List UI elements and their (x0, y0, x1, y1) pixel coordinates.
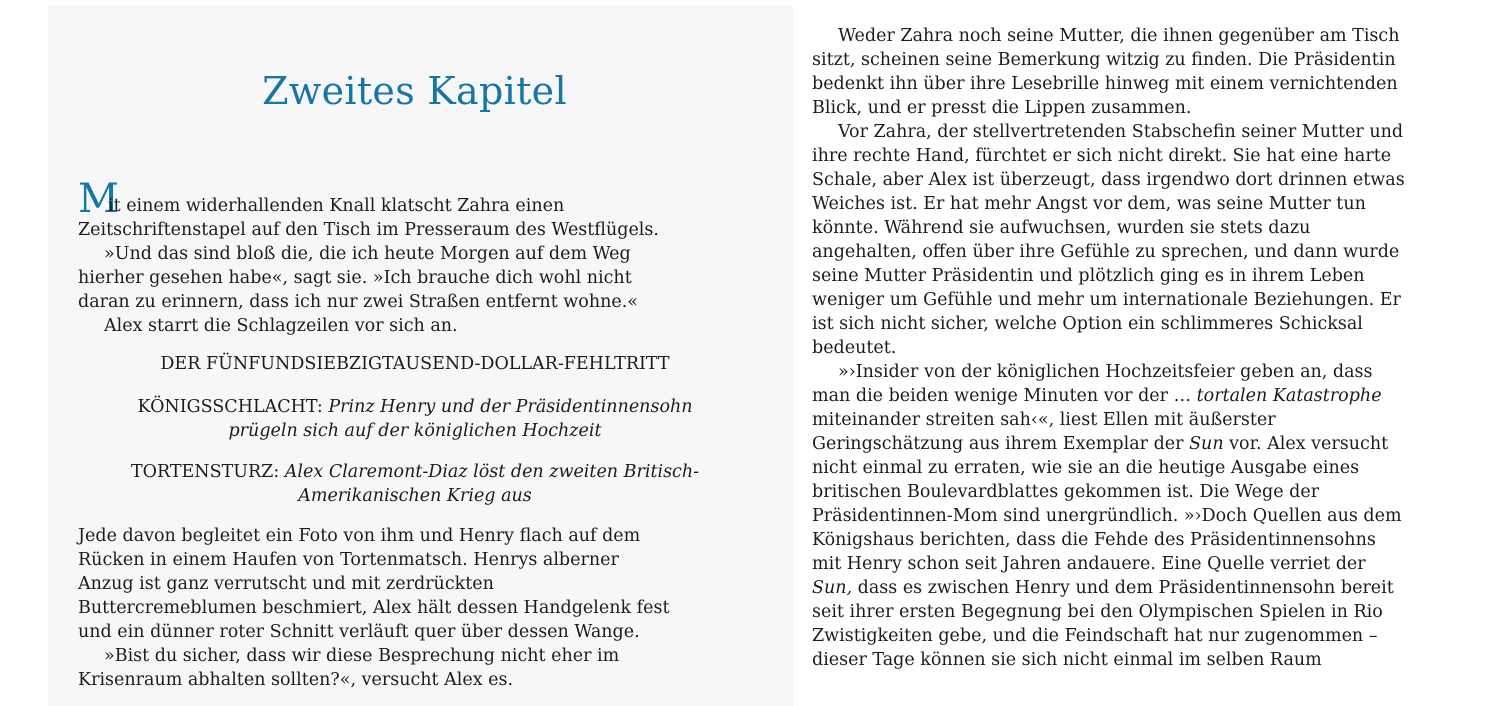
headline-3-prefix: TORTENSTURZ: (130, 462, 285, 482)
paragraph-line: Buttercremeblumen beschmiert, Alex hält dessen Handgelenk fest (78, 598, 670, 618)
paragraph-line: Vor Zahra, der stellvertretenden Stabschefin seiner Mutter und (838, 122, 1404, 142)
paragraph-line (812, 432, 1388, 456)
paragraph-line (812, 576, 1394, 600)
paragraph-line: bedeutet. (812, 338, 897, 358)
headline-2-italic: Prinz Henry und der Präsidentinnensohn (328, 397, 693, 417)
paragraph-line: Krisenraum abhalten sollten?«, versucht Alex es. (78, 670, 514, 690)
headline-1: DER FÜNFUNDSIEBZIGTAUSEND-DOLLAR-FEHLTRITT (160, 354, 670, 374)
paragraph-line: mit Henry schon seit Jahren andauere. Eine Quelle verriet der (812, 554, 1366, 574)
paragraph-line (812, 384, 1382, 408)
paragraph-line: sitzt, scheinen seine Bemerkung witzig zu finden. Die Präsidentin (812, 50, 1396, 70)
sun-line-suffix: vor. Alex versucht (1223, 434, 1389, 454)
paragraph-line: weniger um Gefühle und mehr um internationale Beziehungen. Er (812, 290, 1401, 310)
sun-italic: Sun, (812, 578, 853, 598)
paragraph-line: »Bist du sicher, dass wir diese Besprechung nicht eher im (104, 646, 620, 666)
paragraph-line: britischen Boulevardblattes gekommen ist. Die Wege der (812, 482, 1320, 502)
paragraph-line: daran zu erinnern, dass ich nur zwei Straßen entfernt wohne.« (78, 292, 638, 312)
paragraph-line: Zeitschriftenstapel auf den Tisch im Presseraum des Westflügels. (78, 220, 659, 240)
paragraph-line: bedenkt ihn über ihre Lesebrille hinweg mit einem vernichtenden (812, 74, 1398, 94)
sun-line-prefix: Geringschätzung aus ihrem Exemplar der (812, 434, 1190, 454)
paragraph-line: Rücken in einem Haufen von Tortenmatsch. Henrys alberner (78, 550, 619, 570)
paragraph-line: Jede davon begleitet ein Foto von ihm und Henry flach auf dem (78, 526, 641, 546)
paragraph-line: it einem widerhallenden Knall klatscht Zahra einen (108, 196, 565, 216)
headline-2-line-1 (78, 395, 752, 419)
paragraph-line: seit ihrer ersten Begegnung bei den Olympischen Spielen in Rio (812, 602, 1383, 622)
headline-3-line-2: Amerikanischen Krieg aus (298, 486, 532, 506)
paragraph-line: Schale, aber Alex ist überzeugt, dass irgendwo dort drinnen etwas (812, 170, 1405, 190)
paragraph-line: Anzug ist ganz verrutscht und mit zerdrückten (78, 574, 494, 594)
left-page (48, 5, 793, 706)
paragraph-line: ist sich nicht sicher, welche Option ein schlimmeres Schicksal (812, 314, 1363, 334)
paragraph-line: »Und das sind bloß die, die ich heute Morgen auf dem Weg (104, 244, 631, 264)
headline-2-line-2: prügeln sich auf der königlichen Hochzeit (228, 421, 602, 441)
paragraph-line: Blick, und er presst die Lippen zusammen. (812, 98, 1192, 118)
headline-3-line-1 (78, 460, 752, 484)
paragraph-line: und ein dünner roter Schnitt verläuft quer über dessen Wange. (78, 622, 640, 642)
headline-3-italic: Alex Claremont-Diaz löst den zweiten Britisch- (284, 462, 700, 482)
paragraph-line: ihre rechte Hand, fürchtet er sich nicht direkt. Sie hat eine harte (812, 146, 1392, 166)
drop-cap: M (78, 176, 119, 222)
paragraph-line: seine Mutter Präsidentin und plötzlich ging es in ihrem Leben (812, 266, 1365, 286)
paragraph-line: Königshaus berichten, dass die Fehde des Präsidentinnensohns (812, 530, 1376, 550)
chapter-title: Zweites Kapitel (262, 69, 567, 113)
paragraph-line: Weiches ist. Er hat mehr Angst vor dem, was seine Mutter tun (812, 194, 1366, 214)
paragraph-line: miteinander streiten sah‹«, liest Ellen mit äußerster (812, 410, 1276, 430)
paragraph-line: dieser Tage können sie sich nicht einmal im selben Raum (812, 650, 1322, 670)
paragraph-line: Präsidentinnen-Mom sind unergründlich. »›Doch Quellen aus dem (812, 506, 1402, 526)
paragraph-line: »›Insider von der königlichen Hochzeitsfeier geben an, dass (838, 362, 1373, 382)
paragraph-line: Alex starrt die Schlagzeilen vor sich an. (104, 316, 458, 336)
paragraph-line: könnte. Während sie aufwuchsen, wurden sie stets dazu (812, 218, 1311, 238)
paragraph-line: nicht einmal zu erraten, wie sie an die heutige Ausgabe eines (812, 458, 1360, 478)
sun-line-suffix: dass es zwischen Henry und dem Präsidentinnensohn bereit (852, 578, 1394, 598)
katastrophe-prefix: man die beiden wenige Minuten vor der … (812, 386, 1197, 406)
paragraph-line: hierher gesehen habe«, sagt sie. »Ich brauche dich wohl nicht (78, 268, 632, 288)
katastrophe-italic: tortalen Katastrophe (1196, 386, 1382, 406)
paragraph-line: angehalten, offen über ihre Gefühle zu sprechen, und dann wurde (812, 242, 1400, 262)
sun-italic: Sun (1189, 434, 1224, 454)
paragraph-line: Weder Zahra noch seine Mutter, die ihnen gegenüber am Tisch (838, 26, 1400, 46)
headline-2-prefix: KÖNIGSSCHLACHT: (137, 397, 329, 417)
paragraph-line: Zwistigkeiten gebe, und die Feindschaft hat nur zugenommen – (812, 626, 1378, 646)
right-page (796, 0, 1491, 706)
